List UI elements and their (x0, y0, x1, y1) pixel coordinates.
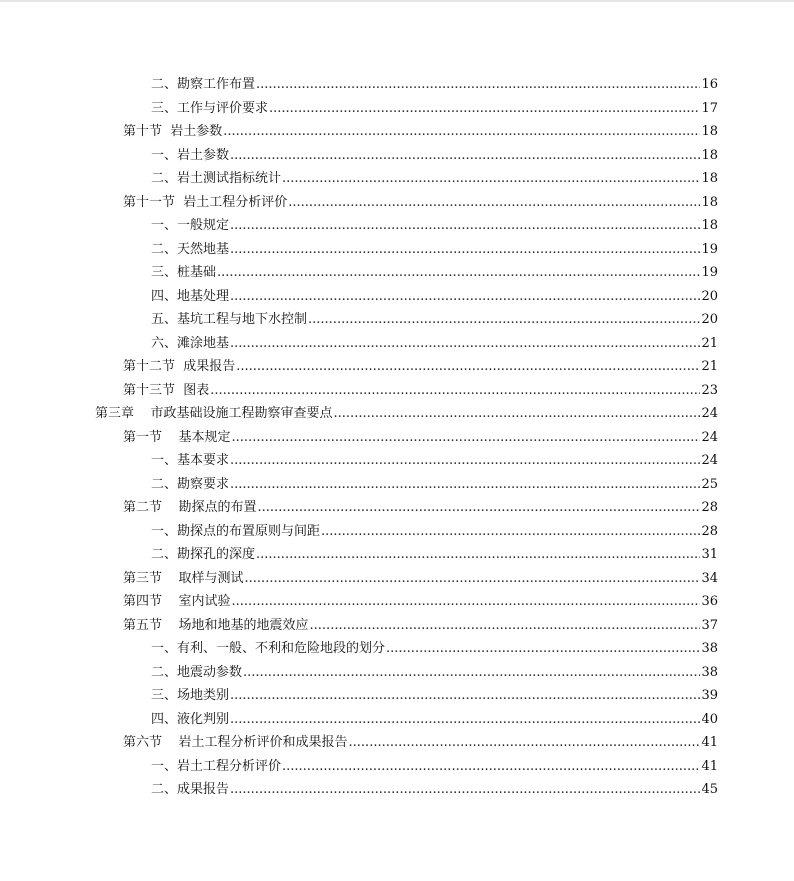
toc-dot-leader (210, 383, 700, 399)
toc-entry-page-number: 36 (701, 594, 718, 609)
toc-entry-title: 第十三节 图表 (123, 382, 210, 398)
toc-entry-title: 二、岩土测试指标统计 (151, 171, 282, 186)
toc-entry-title: 第十二节 成果报告 (123, 359, 236, 374)
toc-dot-leader (258, 500, 701, 516)
toc-entry[interactable] (123, 187, 718, 211)
toc-entry-title: 二、勘探孔的深度 (151, 547, 256, 562)
toc-dot-leader (282, 759, 700, 775)
toc-entry[interactable] (151, 210, 718, 234)
toc-entry-page-number: 45 (701, 782, 718, 797)
toc-entry-page-number: 17 (701, 100, 718, 116)
toc-entry[interactable] (123, 727, 718, 751)
toc-entry-page-number: 20 (701, 312, 718, 327)
toc-entry-page-number: 28 (701, 523, 718, 539)
toc-entry[interactable] (123, 116, 718, 140)
toc-entry-page-number: 31 (701, 547, 718, 562)
toc-dot-leader (230, 218, 700, 234)
toc-entry[interactable] (151, 633, 718, 657)
toc-entry[interactable] (151, 93, 718, 117)
toc-entry-title: 第一节 基本规定 (123, 429, 231, 445)
toc-entry[interactable] (151, 304, 718, 328)
toc-entry-page-number: 28 (701, 500, 718, 515)
toc-entry-page-number: 18 (701, 124, 718, 139)
toc-entry[interactable] (151, 680, 718, 704)
toc-dot-leader (230, 336, 700, 352)
toc-dot-leader (230, 242, 700, 258)
toc-dot-leader (223, 124, 700, 140)
toc-entry-title: 二、勘察要求 (151, 476, 230, 492)
toc-entry[interactable] (151, 234, 718, 258)
toc-entry-page-number: 23 (701, 382, 718, 398)
toc-dot-leader (288, 195, 700, 211)
toc-entry-page-number: 16 (701, 77, 718, 92)
toc-entry-title: 第二节 勘探点的布置 (123, 500, 257, 515)
toc-dot-leader (269, 101, 700, 117)
toc-entry-page-number: 37 (701, 617, 718, 633)
toc-entry-title: 第三节 取样与测试 (123, 570, 244, 586)
toc-dot-leader (334, 406, 701, 422)
toc-entry-title: 四、液化判别 (151, 711, 230, 727)
toc-entry[interactable] (123, 375, 718, 399)
toc-dot-leader (310, 618, 701, 634)
toc-entry-title: 第十节 岩土参数 (123, 124, 223, 139)
toc-dot-leader (282, 171, 700, 187)
page-top-border (0, 0, 794, 2)
toc-entry[interactable] (95, 398, 718, 422)
toc-entry-page-number: 19 (701, 265, 718, 280)
toc-entry-title: 二、成果报告 (151, 782, 230, 797)
toc-entry-title: 六、滩涂地基 (151, 335, 230, 351)
toc-entry-page-number: 24 (701, 406, 718, 421)
toc-entry[interactable] (123, 610, 718, 634)
toc-entry-page-number: 41 (701, 735, 718, 750)
toc-entry[interactable] (123, 492, 718, 516)
toc-entry-page-number: 40 (701, 711, 718, 727)
toc-dot-leader (236, 359, 700, 375)
toc-entry-title: 二、勘察工作布置 (151, 77, 256, 92)
toc-entry-page-number: 18 (701, 171, 718, 186)
toc-entry[interactable] (123, 563, 718, 587)
toc-entry[interactable] (151, 69, 718, 93)
toc-entry-title: 二、地震动参数 (151, 664, 243, 680)
toc-dot-leader (308, 312, 700, 328)
toc-entry-page-number: 38 (701, 664, 718, 680)
toc-dot-leader (256, 547, 700, 563)
toc-dot-leader (230, 688, 700, 704)
toc-dot-leader (245, 571, 701, 587)
toc-entry-page-number: 24 (701, 453, 718, 468)
toc-entry[interactable] (151, 257, 718, 281)
toc-entry-page-number: 24 (701, 429, 718, 445)
toc-entry[interactable] (151, 516, 718, 540)
toc-entry[interactable] (151, 328, 718, 352)
toc-entry-title: 第四节 室内试验 (123, 594, 231, 609)
toc-entry[interactable] (123, 586, 718, 610)
toc-entry-title: 三、工作与评价要求 (151, 100, 269, 116)
toc-entry-title: 一、有利、一般、不利和危险地段的划分 (151, 641, 386, 656)
toc-entry-page-number: 21 (701, 335, 718, 351)
toc-entry-page-number: 18 (701, 218, 718, 233)
toc-entry[interactable] (123, 422, 718, 446)
toc-entry[interactable] (151, 539, 718, 563)
toc-entry-page-number: 41 (701, 758, 718, 774)
toc-entry-page-number: 21 (701, 359, 718, 374)
toc-entry-page-number: 18 (701, 147, 718, 163)
toc-entry-page-number: 38 (701, 641, 718, 656)
toc-entry-title: 三、场地类别 (151, 688, 230, 703)
toc-dot-leader (230, 148, 700, 164)
toc-entry-title: 第六节 岩土工程分析评价和成果报告 (123, 735, 348, 750)
toc-entry-title: 一、一般规定 (151, 218, 230, 233)
toc-entry-page-number: 25 (701, 476, 718, 492)
toc-entry-page-number: 39 (701, 688, 718, 703)
toc-entry-page-number: 20 (701, 288, 718, 304)
toc-dot-leader (243, 665, 700, 681)
toc-dot-leader (349, 735, 701, 751)
toc-entry-page-number: 19 (701, 241, 718, 257)
toc-entry-title: 一、岩土参数 (151, 147, 230, 163)
toc-entry[interactable] (123, 351, 718, 375)
toc-entry-page-number: 34 (701, 570, 718, 586)
toc-dot-leader (232, 594, 701, 610)
toc-entry[interactable] (151, 774, 718, 798)
toc-dot-leader (230, 453, 700, 469)
toc-dot-leader (230, 477, 700, 493)
toc-entry[interactable] (151, 281, 718, 305)
toc-entry[interactable] (151, 751, 718, 775)
toc-dot-leader (217, 265, 700, 281)
toc-dot-leader (321, 524, 700, 540)
toc-entry[interactable] (151, 657, 718, 681)
toc-entry-title: 二、天然地基 (151, 241, 230, 257)
toc-entry[interactable] (151, 140, 718, 164)
toc-entry-title: 一、岩土工程分析评价 (151, 758, 282, 774)
toc-dot-leader (230, 782, 700, 798)
toc-entry-title: 五、基坑工程与地下水控制 (151, 312, 308, 327)
toc-dot-leader (230, 289, 700, 305)
toc-dot-leader (256, 77, 700, 93)
toc-entry-title: 三、桩基础 (151, 265, 217, 280)
toc-entry[interactable] (151, 704, 718, 728)
toc-entry-title: 四、地基处理 (151, 288, 230, 304)
toc-entry-title: 第十一节 岩土工程分析评价 (123, 194, 288, 210)
toc-entry-title: 第五节 场地和地基的地震效应 (123, 617, 309, 633)
toc-entry-title: 一、基本要求 (151, 453, 230, 468)
toc-entry[interactable] (151, 469, 718, 493)
toc-entry-title: 一、勘探点的布置原则与间距 (151, 523, 321, 539)
toc-dot-leader (386, 641, 700, 657)
toc-dot-leader (232, 430, 701, 446)
toc-entry-title: 第三章 市政基础设施工程勘察审查要点 (95, 406, 333, 421)
toc-entry-page-number: 18 (701, 194, 718, 210)
toc-entry[interactable] (151, 445, 718, 469)
toc-dot-leader (230, 712, 700, 728)
toc-entry[interactable] (151, 163, 718, 187)
